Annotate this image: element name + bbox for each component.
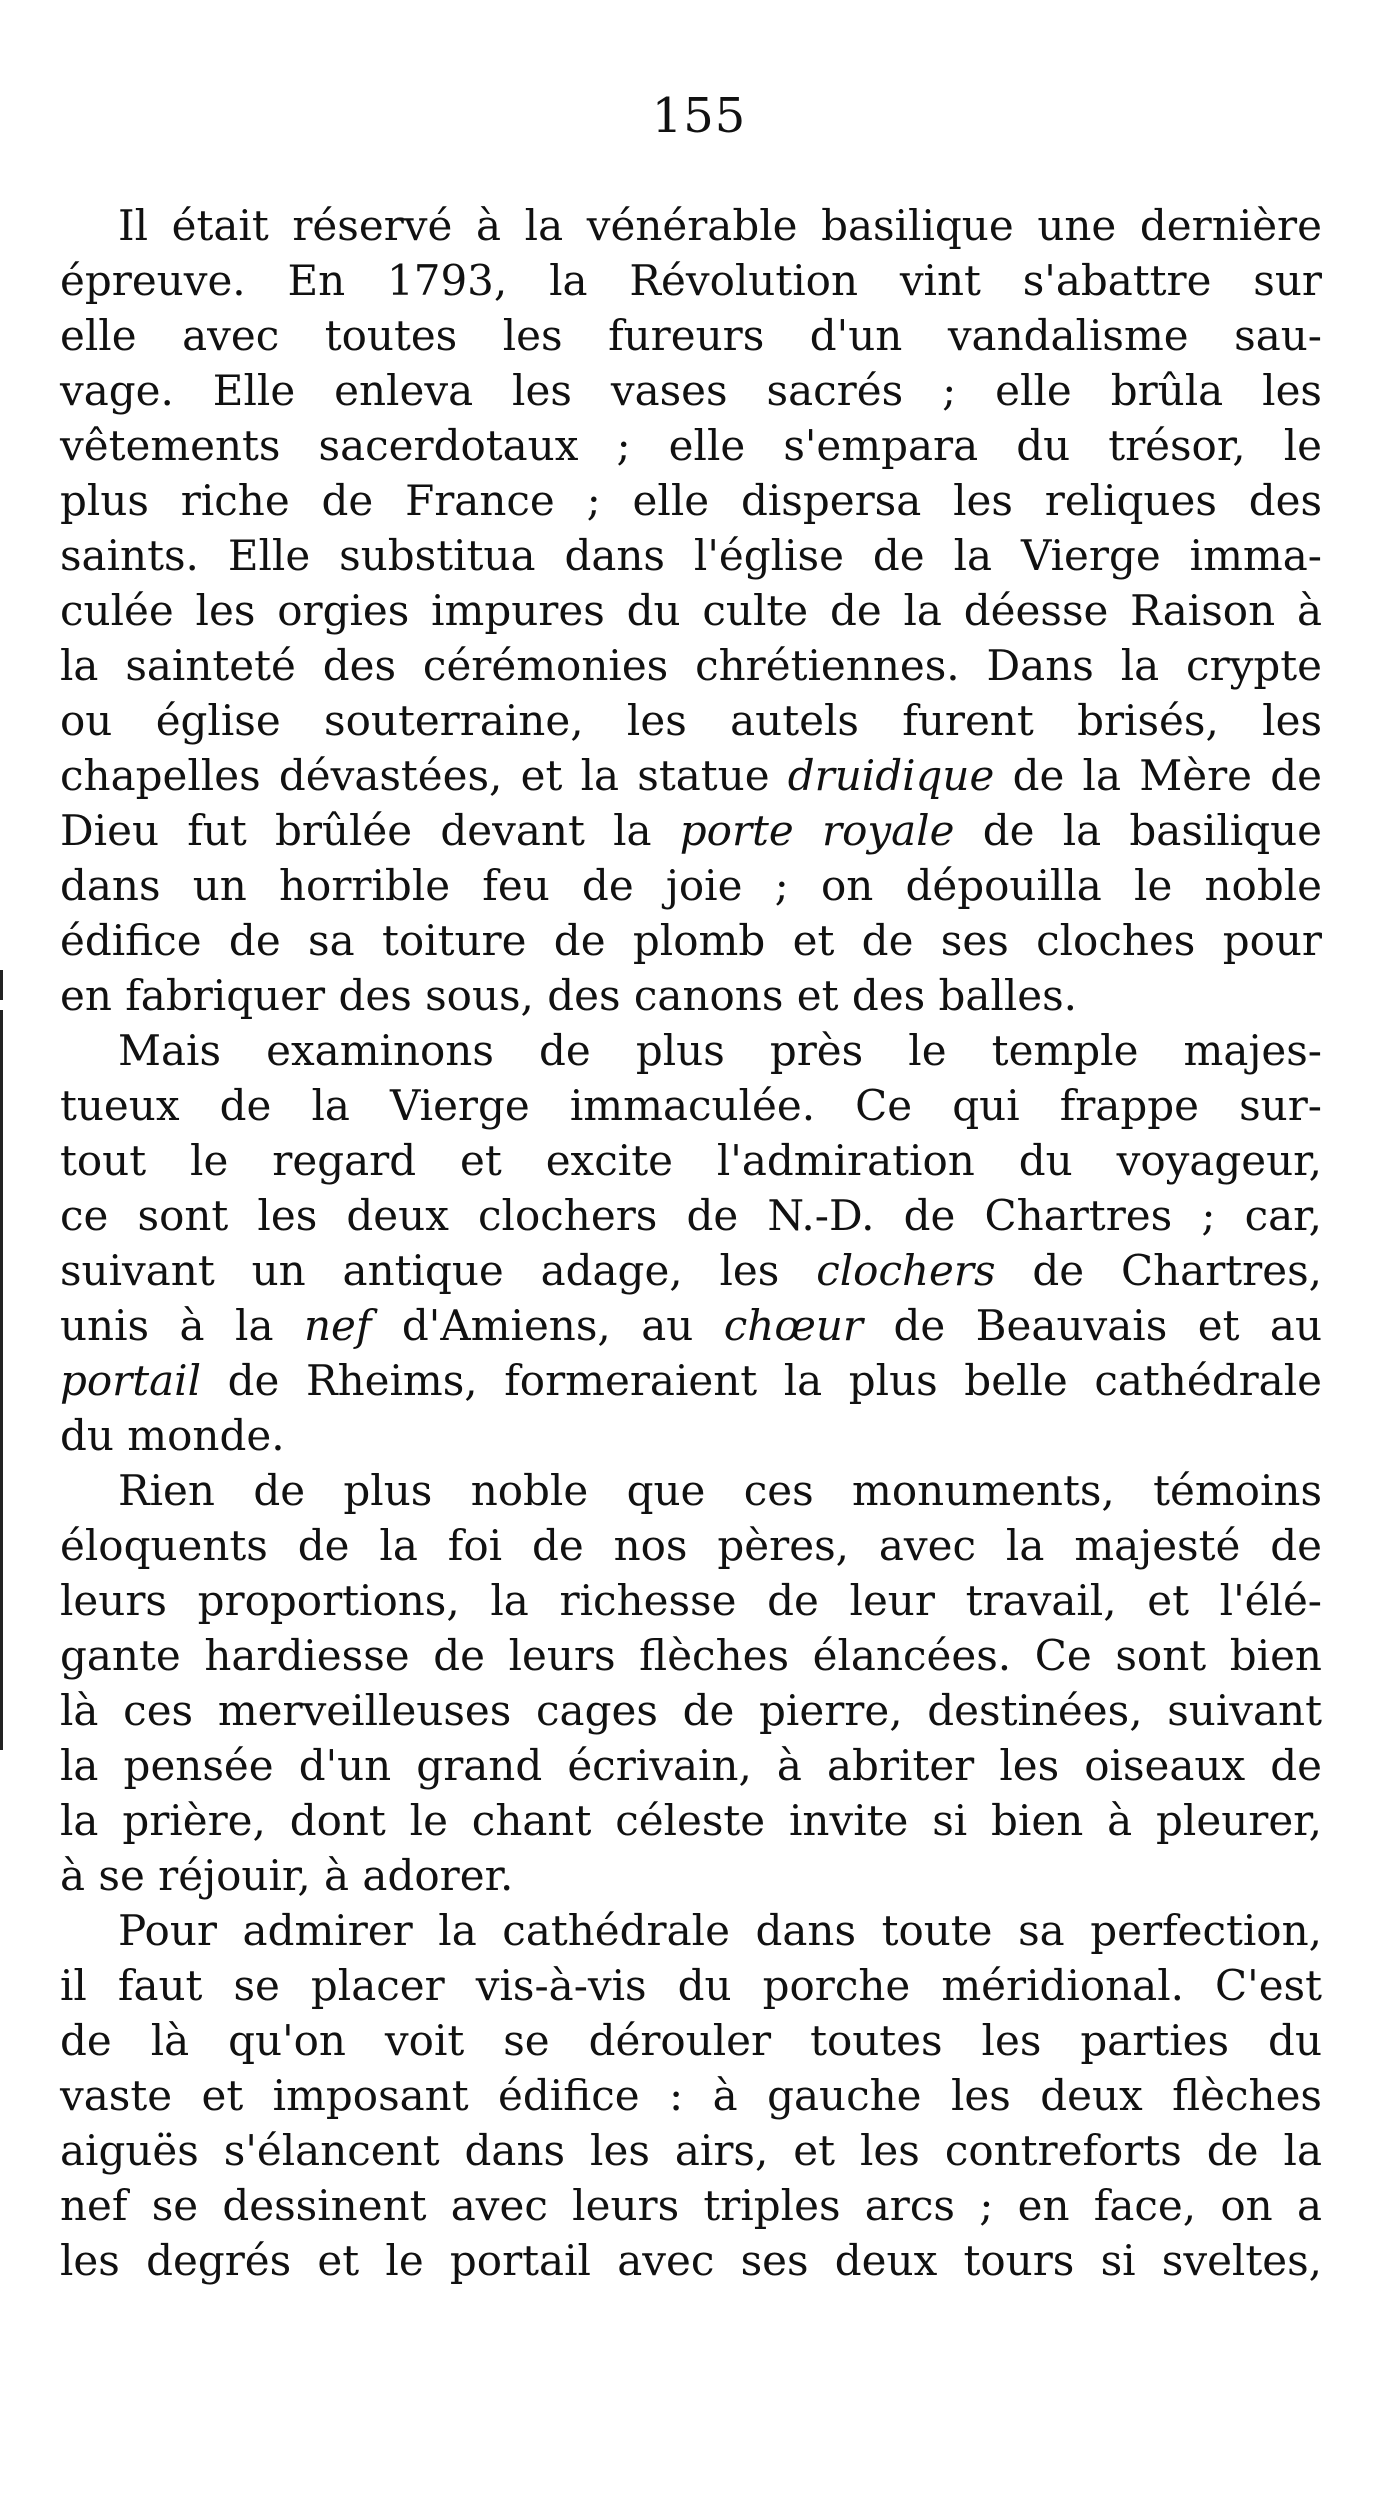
italic-text: portail (60, 1356, 202, 1405)
text-line (60, 363, 1322, 418)
text-line (60, 638, 1322, 693)
text-line (60, 1738, 1322, 1793)
text-segment: de la basilique (954, 806, 1322, 855)
text-segment: saints. Elle substitua dans l'église de la Vierge imma- (60, 531, 1322, 580)
text-line (60, 418, 1322, 473)
text-segment: il faut se placer vis-à-vis du porche méridional. C'est (60, 1961, 1322, 2010)
text-segment: vêtements sacerdotaux ; elle s'empara du trésor, le (60, 421, 1322, 470)
text-segment: vaste et imposant édifice : à gauche les deux flèches (60, 2071, 1322, 2120)
text-line (60, 2178, 1322, 2233)
text-line (60, 748, 1322, 803)
text-segment: plus riche de France ; elle dispersa les reliques des (60, 476, 1322, 525)
text-segment: Pour admirer la cathédrale dans toute sa perfection, (118, 1906, 1322, 1955)
text-line (60, 913, 1322, 968)
text-line (60, 1243, 1322, 1298)
text-segment: tout le regard et excite l'admiration du voyageur, (60, 1136, 1322, 1185)
text-segment: d'Amiens, au (371, 1301, 724, 1350)
text-segment: de Chartres, (995, 1246, 1322, 1295)
text-segment: nef se dessinent avec leurs triples arcs ; en face, on a (60, 2181, 1322, 2230)
text-segment: ce sont les deux clochers de N.-D. de Chartres ; car, (60, 1191, 1322, 1240)
text-segment: dans un horrible feu de joie ; on dépouilla le noble (60, 861, 1322, 910)
text-line (60, 1628, 1322, 1683)
text-segment: gante hardiesse de leurs flèches élancées. Ce sont bien (60, 1631, 1322, 1680)
text-segment: vage. Elle enleva les vases sacrés ; elle brûla les (60, 366, 1322, 415)
text-line (60, 2013, 1322, 2068)
text-segment: édifice de sa toiture de plomb et de ses cloches pour (60, 916, 1322, 965)
text-segment: la prière, dont le chant céleste invite si bien à pleurer, (60, 1796, 1322, 1845)
text-line (60, 1078, 1322, 1133)
text-line (60, 2123, 1322, 2178)
italic-text: porte royale (679, 806, 955, 855)
text-line (60, 528, 1322, 583)
text-segment: Rien de plus noble que ces monuments, témoins (118, 1466, 1322, 1515)
text-line (60, 473, 1322, 528)
text-line (60, 1298, 1322, 1353)
text-line (60, 1463, 1322, 1518)
text-segment: de la Mère de (994, 751, 1322, 800)
italic-text: druidique (787, 751, 995, 800)
text-line (60, 2233, 1322, 2288)
text-line (60, 198, 1322, 253)
text-line (60, 1573, 1322, 1628)
text-segment: Il était réservé à la vénérable basilique une dernière (118, 201, 1322, 250)
text-segment: épreuve. En 1793, la Révolution vint s'abattre sur (60, 256, 1322, 305)
italic-text: clochers (816, 1246, 996, 1295)
text-segment: suivant un antique adage, les (60, 1246, 817, 1295)
text-line (60, 1408, 1322, 1463)
text-segment: à se réjouir, à adorer. (60, 1851, 514, 1900)
text-line (60, 308, 1322, 363)
text-segment: elle avec toutes les fureurs d'un vandalisme sau- (60, 311, 1322, 360)
italic-text: nef (304, 1301, 372, 1350)
text-segment: de Beauvais et au (863, 1301, 1323, 1350)
margin-rule (0, 1010, 3, 1750)
text-segment: ou église souterraine, les autels furent brisés, les (60, 696, 1322, 745)
text-line (60, 1683, 1322, 1738)
text-line (60, 1188, 1322, 1243)
text-segment: unis à la (60, 1301, 304, 1350)
text-segment: la pensée d'un grand écrivain, à abriter les oiseaux de (60, 1741, 1322, 1790)
text-line (60, 1353, 1322, 1408)
text-line (60, 583, 1322, 638)
text-segment: culée les orgies impures du culte de la déesse Raison à (60, 586, 1322, 635)
text-segment: de là qu'on voit se dérouler toutes les parties du (60, 2016, 1322, 2065)
text-line (60, 858, 1322, 913)
text-line (60, 1958, 1322, 2013)
text-segment: en fabriquer des sous, des canons et des balles. (60, 971, 1078, 1020)
text-segment: chapelles dévastées, et la statue (60, 751, 788, 800)
text-segment: leurs proportions, la richesse de leur travail, et l'élé- (60, 1576, 1322, 1625)
text-segment: Dieu fut brûlée devant la (60, 806, 680, 855)
text-segment: la sainteté des cérémonies chrétiennes. Dans la crypte (60, 641, 1322, 690)
text-line (60, 1133, 1322, 1188)
text-line (60, 693, 1322, 748)
text-segment: du monde. (60, 1411, 285, 1460)
text-line (60, 1793, 1322, 1848)
text-segment: de Rheims, formeraient la plus belle cathédrale (201, 1356, 1322, 1405)
text-segment: là ces merveilleuses cages de pierre, destinées, suivant (60, 1686, 1322, 1735)
text-line (60, 1518, 1322, 1573)
text-segment: éloquents de la foi de nos pères, avec la majesté de (60, 1521, 1322, 1570)
body-text (60, 198, 1322, 2288)
text-line (60, 1848, 1322, 1903)
text-segment: Mais examinons de plus près le temple majes- (118, 1026, 1322, 1075)
text-line (60, 2068, 1322, 2123)
margin-rule-mark (0, 970, 3, 1000)
page-number: 155 (651, 88, 747, 144)
text-segment: tueux de la Vierge immaculée. Ce qui frappe sur- (60, 1081, 1322, 1130)
text-line (60, 803, 1322, 858)
italic-text: chœur (723, 1301, 864, 1350)
text-line (60, 253, 1322, 308)
text-line (60, 968, 1322, 1023)
text-line (60, 1903, 1322, 1958)
text-segment: aiguës s'élancent dans les airs, et les contreforts de la (60, 2126, 1322, 2175)
text-segment: les degrés et le portail avec ses deux tours si sveltes, (60, 2236, 1322, 2285)
text-line (60, 1023, 1322, 1078)
